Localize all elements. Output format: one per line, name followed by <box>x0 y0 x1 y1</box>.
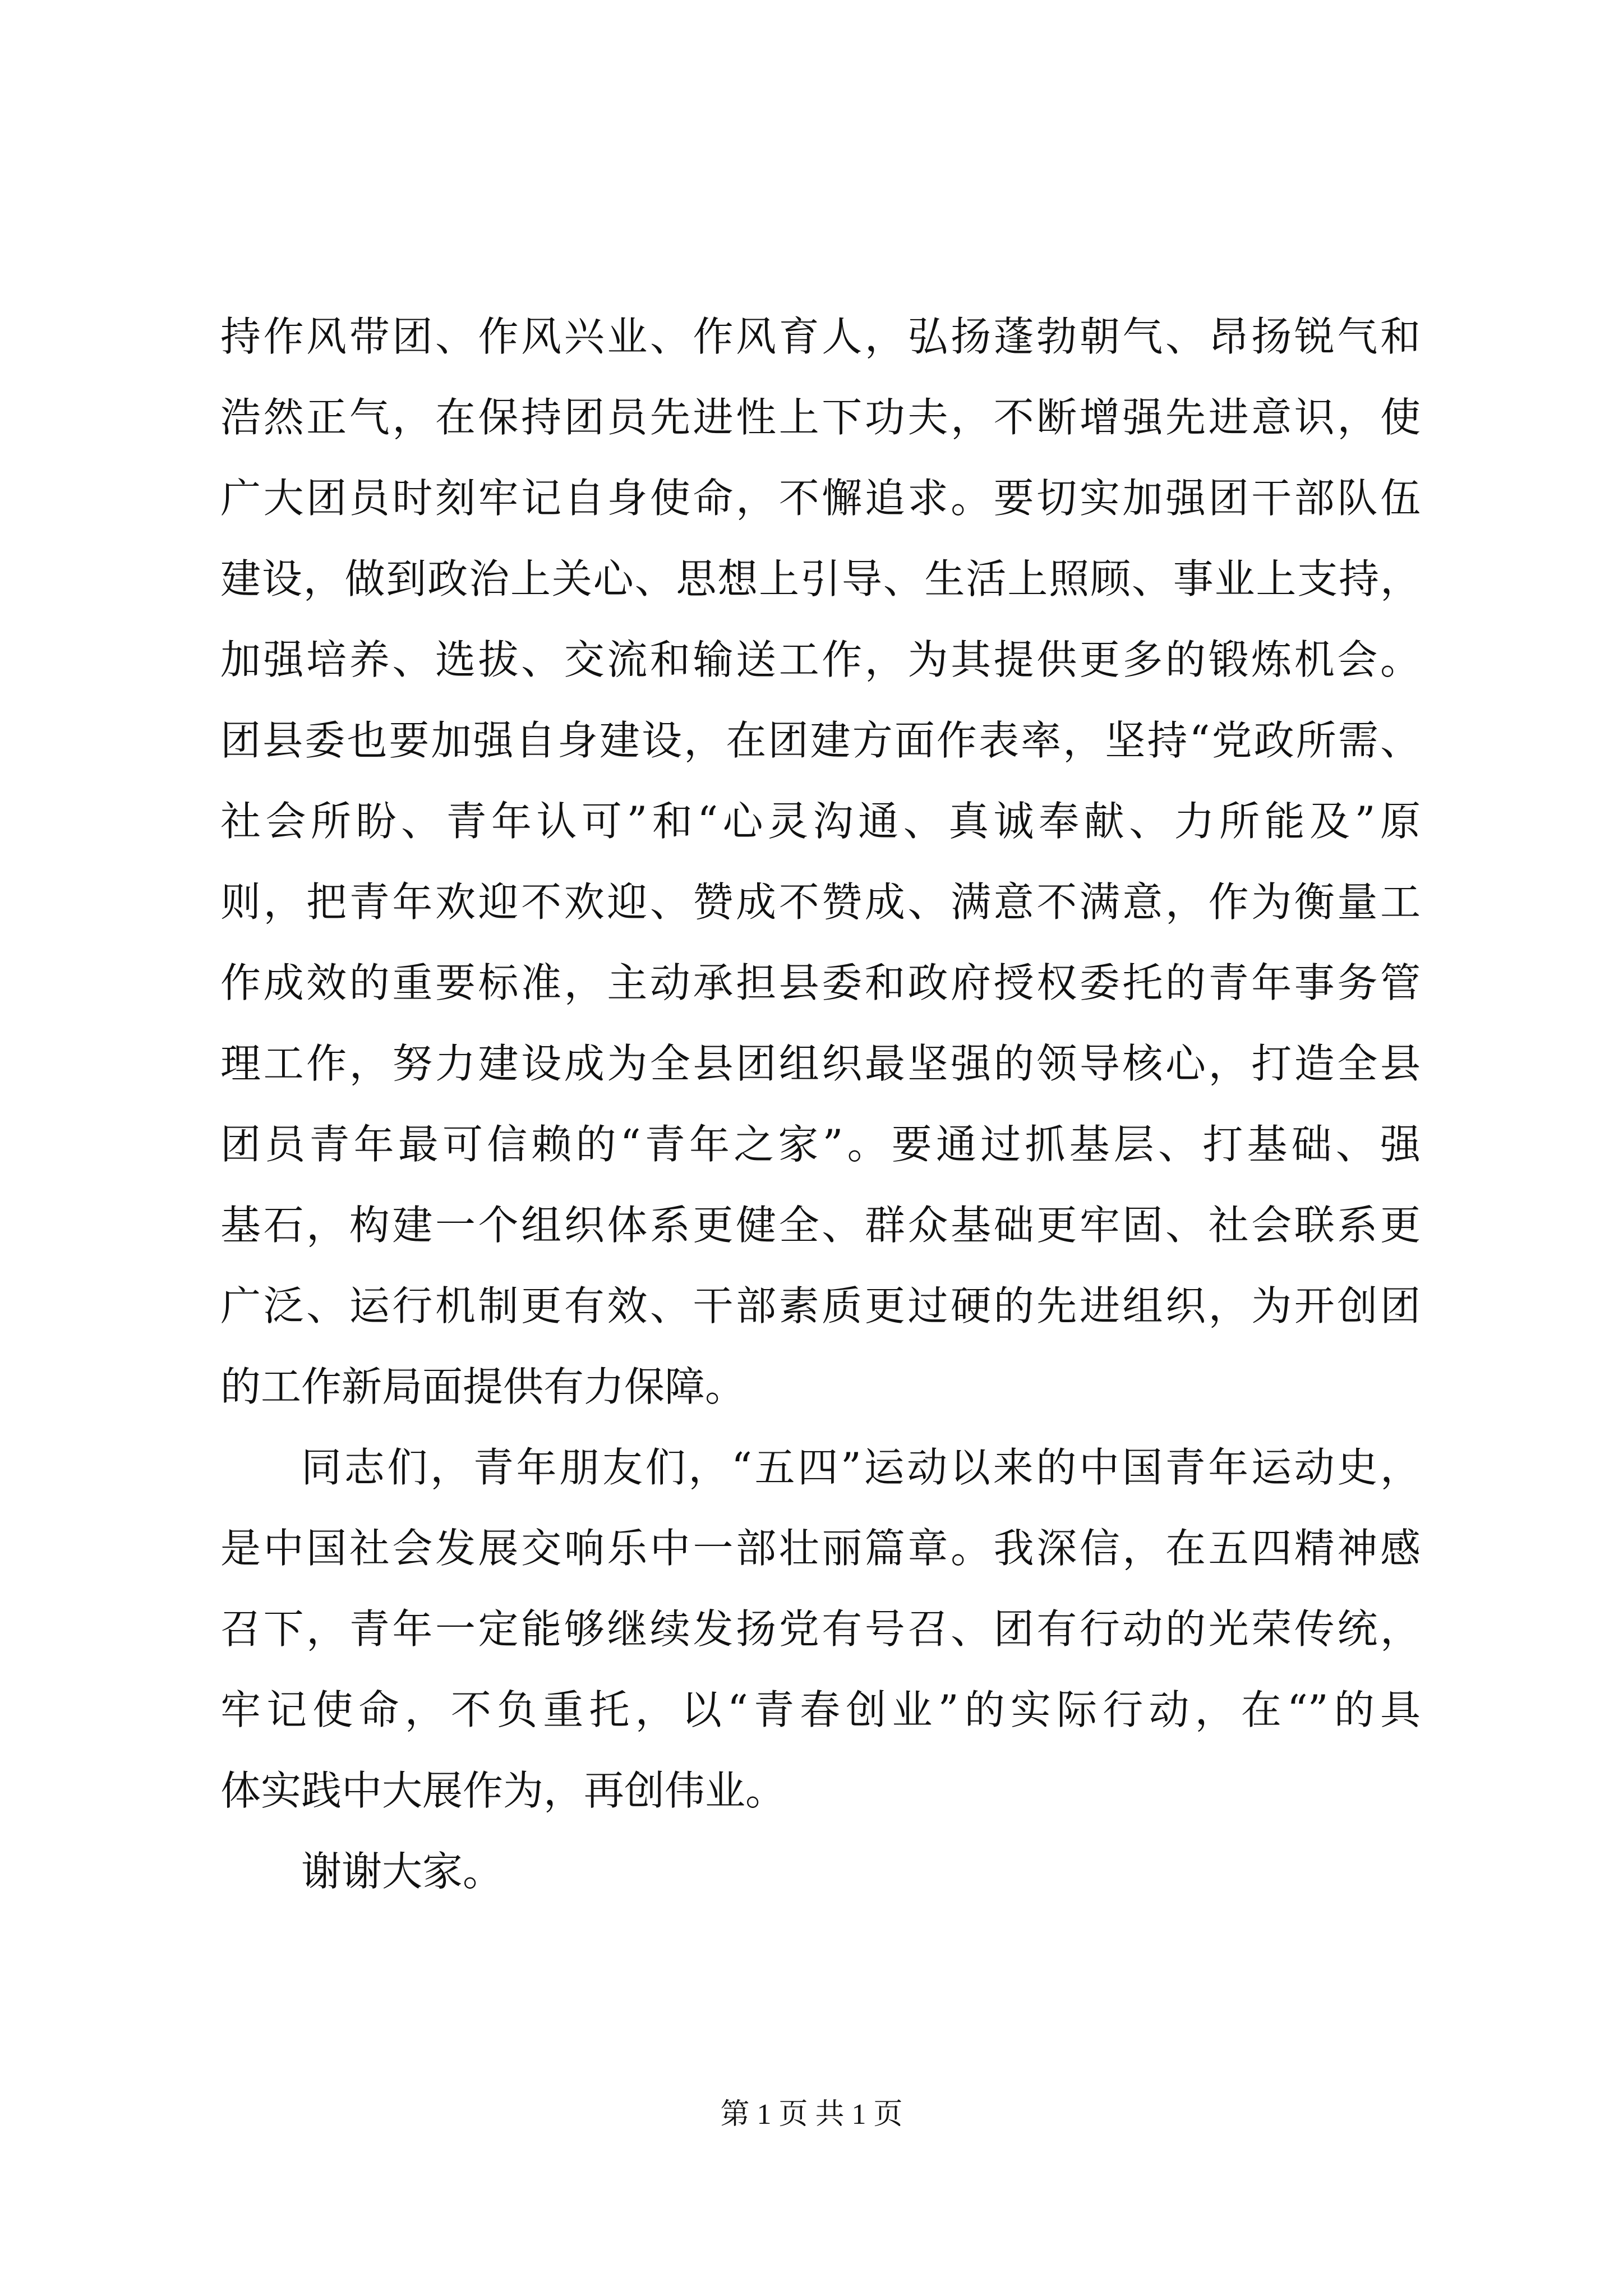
paragraph-line: 是中国社会发展交响乐中一部壮丽篇章。我深信，在五四精神感 <box>220 1525 1421 1572</box>
paragraph-line: 牢记使命，不负重托，以“青春创业”的实际行动，在“”的具 <box>220 1686 1421 1733</box>
paragraph-line: 召下，青年一定能够继续发扬党有号召、团有行动的光荣传统， <box>220 1605 1421 1653</box>
page-footer: 第 1 页 共 1 页 <box>720 2099 903 2131</box>
paragraph-line: 理工作，努力建设成为全县团组织最坚强的领导核心，打造全县 <box>220 1040 1421 1087</box>
paragraph-line: 的工作新局面提供有力保障。 <box>220 1363 746 1410</box>
paragraph-line: 社会所盼、青年认可”和“心灵沟通、真诚奉献、力所能及”原 <box>220 798 1421 845</box>
paragraph-line: 团员青年最可信赖的“青年之家”。要通过抓基层、打基础、强 <box>220 1121 1421 1168</box>
paragraph-line: 建设，做到政治上关心、思想上引导、生活上照顾、事业上支持， <box>220 555 1421 602</box>
closing-line: 谢谢大家。 <box>301 1848 504 1895</box>
paragraph-line: 作成效的重要标准，主动承担县委和政府授权委托的青年事务管 <box>220 959 1421 1006</box>
paragraph-line: 持作风带团、作风兴业、作风育人，弘扬蓬勃朝气、昂扬锐气和 <box>220 313 1421 360</box>
paragraph-line: 基石，构建一个组织体系更健全、群众基础更牢固、社会联系更 <box>220 1202 1421 1249</box>
paragraph-line: 加强培养、选拔、交流和输送工作，为其提供更多的锻炼机会。 <box>220 636 1421 683</box>
paragraph-line: 则，把青年欢迎不欢迎、赞成不赞成、满意不满意，作为衡量工 <box>220 878 1421 926</box>
paragraph-line: 广大团员时刻牢记自身使命，不懈追求。要切实加强团干部队伍 <box>220 475 1421 522</box>
paragraph-line: 浩然正气，在保持团员先进性上下功夫，不断增强先进意识，使 <box>220 394 1421 441</box>
paragraph-line: 体实践中大展作为，再创伟业。 <box>220 1767 786 1814</box>
paragraph-line: 广泛、运行机制更有效、干部素质更过硬的先进组织，为开创团 <box>220 1282 1421 1329</box>
paragraph-line: 同志们，青年朋友们，“五四”运动以来的中国青年运动史， <box>301 1444 1421 1491</box>
paragraph-line: 团县委也要加强自身建设，在团建方面作表率，坚持“党政所需、 <box>220 717 1421 764</box>
